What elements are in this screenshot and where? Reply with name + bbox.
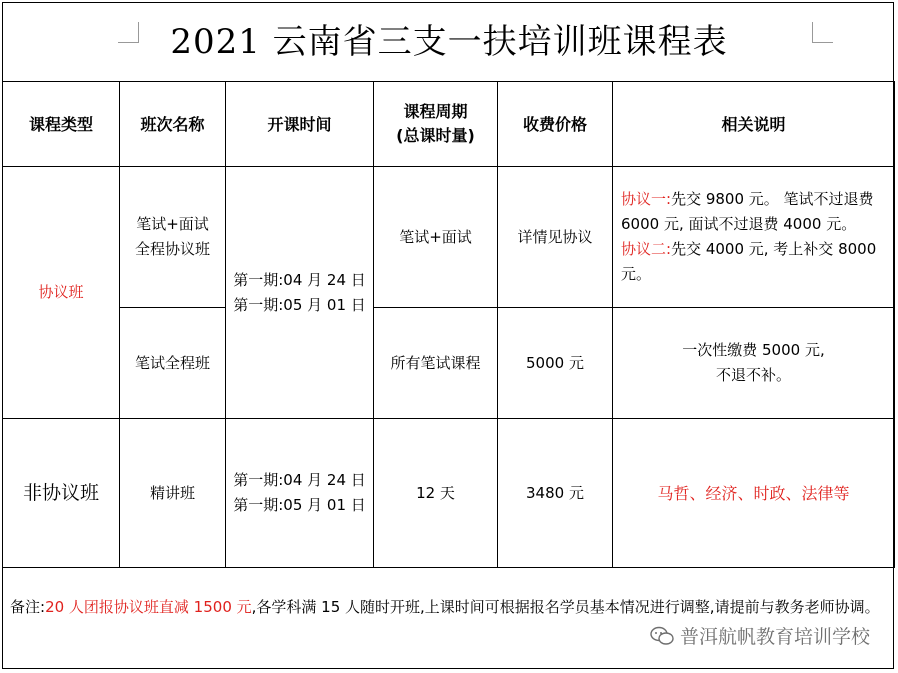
price-cell: 详情见协议 xyxy=(498,167,613,308)
course-type-feixieyi: 非协议班 xyxy=(3,419,120,568)
notes-cell xyxy=(613,167,895,308)
header-period-sub: (总课时量) xyxy=(396,126,475,145)
footer-note-prefix: 备注: xyxy=(10,598,46,616)
table-row xyxy=(3,167,895,308)
table-header-row xyxy=(3,82,895,167)
header-price: 收费价格 xyxy=(498,82,613,167)
notes-cell xyxy=(613,308,895,419)
course-type-xieyi: 协议班 xyxy=(3,167,120,419)
start-time-cell xyxy=(226,167,374,419)
agreement-one-text: 先交 9800 元。 笔试不过退费 6000 元, 面试不过退费 4000 元。 xyxy=(621,190,874,233)
chat-bubble-icon xyxy=(650,626,674,646)
class-name-line2: 全程协议班 xyxy=(134,240,210,258)
footer-note-rest: ,各学科满 15 人随时开班,上课时间可根据报名学员基本情况进行调整,请提前与教务老师协调。 xyxy=(251,598,880,616)
header-notes: 相关说明 xyxy=(613,82,895,167)
watermark-text: 普洱航帆教育培训学校 xyxy=(679,626,870,648)
notes-line2: 不退不补。 xyxy=(715,366,791,384)
page-title: 2021 云南省三支一扶培训班课程表 xyxy=(170,22,728,62)
class-name-cell: 笔试全程班 xyxy=(120,308,226,419)
table-row xyxy=(3,308,895,419)
start-time-line1: 第一期:04 月 24 日 xyxy=(233,471,366,489)
header-start-time: 开课时间 xyxy=(226,82,374,167)
notes-line1: 一次性缴费 5000 元, xyxy=(682,341,825,359)
table-row xyxy=(3,419,895,568)
agreement-one-label: 协议一: xyxy=(621,190,672,208)
start-time-line1: 第一期:04 月 24 日 xyxy=(233,270,366,289)
period-cell: 笔试+面试 xyxy=(374,167,498,308)
header-class-name: 班次名称 xyxy=(120,82,226,167)
footer-note xyxy=(10,594,890,620)
header-period xyxy=(374,82,498,167)
period-cell: 12 天 xyxy=(374,419,498,568)
class-name-cell xyxy=(120,167,226,308)
class-name-cell: 精讲班 xyxy=(120,419,226,568)
notes-cell: 马哲、经济、时政、法律等 xyxy=(613,419,895,568)
agreement-two-label: 协议二: xyxy=(621,240,672,258)
class-name-line1: 笔试+面试 xyxy=(136,215,209,233)
watermark xyxy=(650,622,870,649)
header-period-main: 课程周期 xyxy=(403,102,468,121)
start-time-line2: 第一期:05 月 01 日 xyxy=(233,295,366,314)
price-cell: 3480 元 xyxy=(498,419,613,568)
start-time-line2: 第一期:05 月 01 日 xyxy=(233,496,366,514)
start-time-cell xyxy=(226,419,374,568)
period-cell: 所有笔试课程 xyxy=(374,308,498,419)
schedule-table xyxy=(2,81,895,568)
footer-note-highlight: 20 人团报协议班直减 1500 元 xyxy=(45,598,252,616)
agreement-two-text: 先交 4000 元, 考上补交 8000 元。 xyxy=(621,240,877,283)
header-course-type: 课程类型 xyxy=(3,82,120,167)
price-cell: 5000 元 xyxy=(498,308,613,419)
